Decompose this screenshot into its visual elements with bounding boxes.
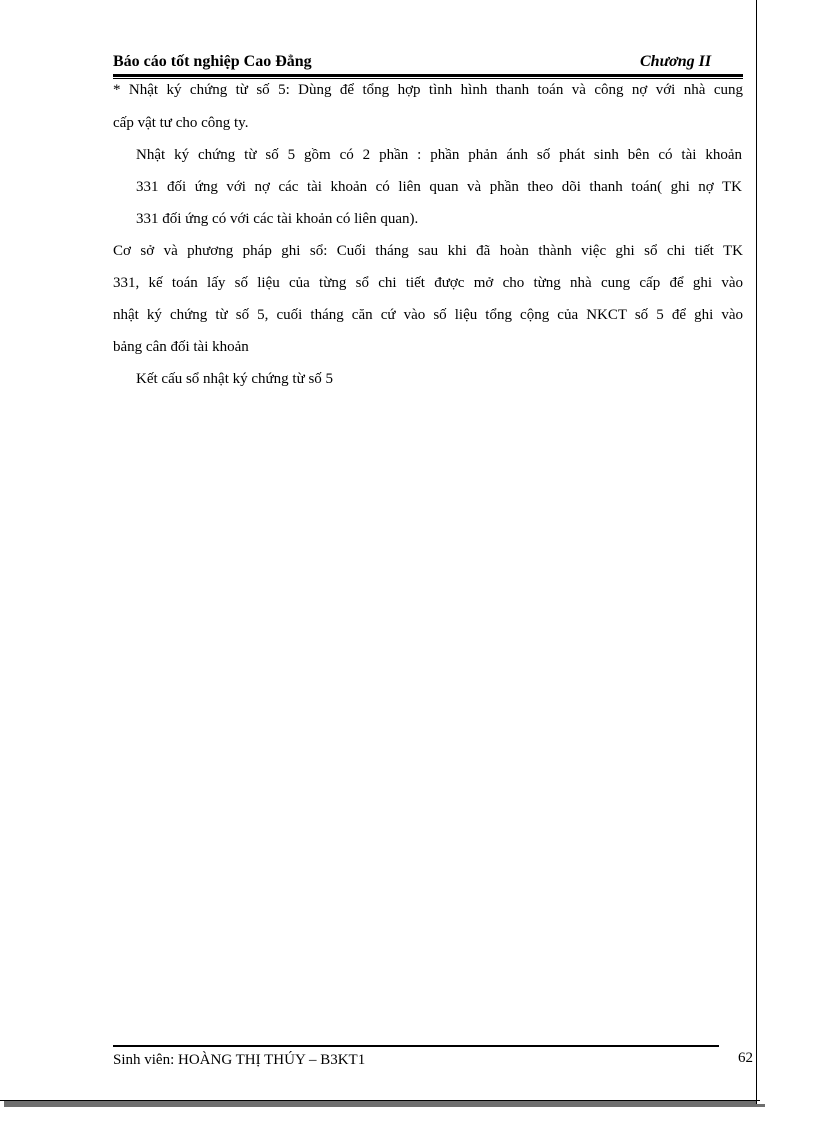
paragraph-2-line-2: 331 đối ứng với nợ các tài khoản có liên quan và phần theo dõi thanh toán( ghi nợ TK xyxy=(136,179,742,195)
paragraph-3-line-2: 331, kế toán lấy số liệu của từng sổ chi tiết được mở cho từng nhà cung cấp để ghi vào xyxy=(113,275,743,291)
page-border-right xyxy=(756,0,765,1104)
page-shadow-bottom xyxy=(4,1101,765,1107)
footer-student: Sinh viên: HOÀNG THỊ THÚY – B3KT1 xyxy=(113,1052,366,1068)
header-rule-thin xyxy=(113,78,743,79)
paragraph-2-line-1: Nhật ký chứng từ số 5 gồm có 2 phần : phần phản ánh số phát sinh bên có tài khoản xyxy=(136,147,742,163)
page-border-bottom xyxy=(0,1100,760,1101)
header-title: Báo cáo tốt nghiệp Cao Đẳng xyxy=(113,53,312,70)
header-rule-thick xyxy=(113,74,743,77)
paragraph-4-line-1: Kết cấu sổ nhật ký chứng từ số 5 xyxy=(136,371,334,387)
header-chapter: Chương II xyxy=(640,53,712,70)
paragraph-3-line-3: nhật ký chứng từ số 5, cuối tháng căn cứ vào số liệu tổng cộng của NKCT số 5 để ghi vào xyxy=(113,307,743,323)
paragraph-3-line-4: bảng cân đối tài khoản xyxy=(113,339,249,355)
paragraph-1-line-2: cấp vật tư cho công ty. xyxy=(113,115,249,131)
paragraph-1-line-1: * Nhật ký chứng từ số 5: Dùng để tổng hợp tình hình thanh toán và công nợ với nhà cung xyxy=(113,82,743,98)
page-number: 62 xyxy=(738,1050,753,1066)
paragraph-2-line-3: 331 đối ứng có với các tài khoản có liên quan). xyxy=(136,211,419,227)
footer-rule xyxy=(113,1045,719,1047)
paragraph-3-line-1: Cơ sở và phương pháp ghi sổ: Cuối tháng sau khi đã hoàn thành việc ghi sổ chi tiết TK xyxy=(113,243,743,259)
